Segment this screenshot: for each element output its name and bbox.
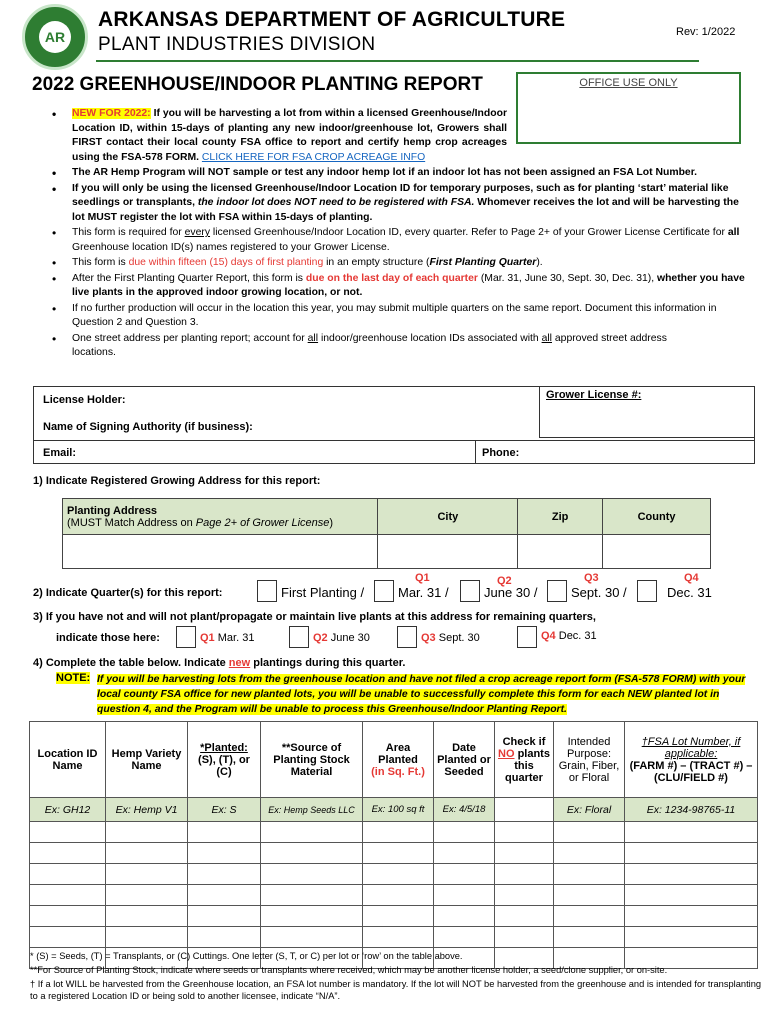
cell[interactable] [554,927,625,948]
col-area [363,722,434,798]
address-input[interactable] [63,535,378,569]
table-row [63,535,711,569]
cell[interactable] [106,927,188,948]
cell[interactable] [106,822,188,843]
list-item [52,272,752,301]
logo-text: AR [39,21,71,53]
address-header [63,499,378,535]
col-check-text: plants this quarter [505,747,550,784]
col-fsa-sub: (FARM #) – (TRACT #) – (CLU/FIELD #) [629,759,753,784]
city-header: City [378,499,518,535]
list-item [52,182,752,226]
cell[interactable] [554,885,625,906]
bullet-text: If you will only be using the licensed Greenhouse/Indoor Location ID for temporary purposes, such as for planting ‘start’ material like seedlings or transplants, [72,182,729,208]
signing-authority-field[interactable] [290,417,535,437]
bullet-text: After the First Planting Quarter Report, this form is [72,272,306,284]
q3-date: Sept. 30 [438,632,480,644]
q1-date: Mar. 31 [217,632,255,644]
q2-checkbox[interactable] [460,580,480,602]
email-label: Email: [43,447,77,459]
bullet-text: licensed Greenhouse/Indoor Location ID, every quarter. Refer to Page 2+ of your Grower License Certificate for [210,227,728,238]
list-item [52,256,752,271]
cell[interactable] [434,843,495,864]
question-3-sublabel-text: indicate those here: [56,632,160,644]
field-divider [475,440,476,464]
table-row [63,499,711,535]
revision-date: Rev: 1/2022 [676,26,736,38]
q3-date-text: Sept. 30 [571,585,620,600]
cell[interactable] [261,906,363,927]
cell[interactable] [434,927,495,948]
q4-text: plantings during this quarter. [250,657,406,669]
q2-date: June 30 [330,632,370,644]
q3-remain-q3 [421,632,480,644]
cell[interactable] [188,843,261,864]
col-date: Date Planted or Seeded [434,722,495,798]
table-row [30,864,758,885]
agency-logo [22,4,88,70]
list-item [52,332,692,361]
cell[interactable] [625,885,758,906]
cell[interactable] [261,864,363,885]
cell[interactable] [261,927,363,948]
table-row [30,843,758,864]
cell[interactable] [106,906,188,927]
office-use-label: OFFICE USE ONLY [579,77,678,89]
county-input[interactable] [603,535,711,569]
cell[interactable] [188,885,261,906]
q3-date: Sept. 30 / [571,585,627,600]
first-planting-text: First Planting [281,585,357,600]
no-plants-checkbox[interactable] [495,822,554,843]
q4-date: Dec. 31 [558,630,597,642]
zip-input[interactable] [518,535,603,569]
bullet-emph: all [307,332,319,344]
signing-authority-label: Name of Signing Authority (if business): [43,421,253,433]
grower-license-label: Grower License #: [546,389,642,401]
q3-label: Q3 [421,632,436,644]
bullet-emph: every [184,227,211,238]
no-plants-checkbox[interactable] [495,885,554,906]
q3-label: Q3 [584,572,599,584]
q3-remain-q4-checkbox[interactable] [517,626,537,648]
cell[interactable] [554,843,625,864]
division-name: PLANT INDUSTRIES DIVISION [98,34,376,55]
bullet-text: This form is [72,257,129,268]
cell[interactable] [554,822,625,843]
bullet-text: If no further production will occur in the location this year, you may submit multiple quarters on the same report. Document this information in Question 2 and Question 3. [72,302,717,328]
cell[interactable] [363,927,434,948]
first-planting-label: First Planting / [281,585,365,600]
no-plants-checkbox[interactable] [495,906,554,927]
q1-date: Mar. 31 / [398,585,449,600]
field-divider [33,440,755,441]
footnote-source: **For Source of Planting Stock, indicate where seeds or transplants where received, which may be another license holder, a seed/clone supplier, or on-site. [30,965,668,975]
note-label [56,672,90,684]
bullet-text: Greenhouse location ID(s) names registered to your Grower License. [72,241,390,253]
list-item [52,302,752,331]
table-row [30,927,758,948]
q2-date-text: June 30 [484,585,531,600]
note-text [97,672,747,717]
cell[interactable] [188,906,261,927]
example-check [495,798,554,822]
note-text-content: If you will be harvesting lots from the greenhouse location and have not filed a crop acreage report form (FSA-578 FORM) with your local county FSA office for new planted lots, you will be unable to successfully complete this form for each NEW planted lot in question 4, and the Program will be unable to process this Greenhouse/Indoor Planting Report. [97,674,746,715]
table-row [30,885,758,906]
note-label-text: NOTE: [56,672,91,684]
cell[interactable] [625,843,758,864]
example-source: Ex: Hemp Seeds LLC [261,798,363,822]
address-header-title: Planting Address [67,504,158,517]
cell[interactable] [30,885,106,906]
no-plants-checkbox[interactable] [495,843,554,864]
example-fsa: Ex: 1234-98765-11 [625,798,758,822]
cell[interactable] [30,843,106,864]
bullet-text: The AR Hemp Program will NOT sample or test any indoor hemp lot if an indoor lot has not been assigned an FSA Lot Number. [72,167,698,178]
cell[interactable] [188,927,261,948]
bullet-text: in an empty structure ( [323,257,430,268]
bullet-emph: due on the last day of each quarter [305,272,478,284]
col-location: Location ID Name [30,722,106,798]
bullet-text: If you will be harvesting a lot from within a licensed Greenhouse/Indoor Location ID, within 15-days of planting any new indoor/greenhouse lot, Growers shall FIRST contact their local county FSA office to report and certify hemp crop acreages using the FSA-578 FORM. [72,108,507,163]
cell[interactable] [30,864,106,885]
cell[interactable] [188,822,261,843]
first-planting-checkbox[interactable] [257,580,277,602]
footnote-fsa: † If a lot WILL be harvested from the Greenhouse location, an FSA lot number is mandatory. If the lot will NOT be harvested from the greenhouse and is intended for transplanting to a registered Location ID or being sold to another licensee, indicate “N/A”. [30,979,762,1001]
license-holder-field[interactable] [180,390,535,410]
col-fsa-title: †FSA Lot Number, if applicable: [641,735,741,760]
q1-label: Q1 [415,572,430,584]
bullet-text: Whomever receives the lot and will be harvesting the lot MUST register the lot with FSA within 15-days of planting. [72,197,739,223]
license-holder-label: License Holder: [43,394,126,406]
phone-label: Phone: [482,447,520,459]
col-check-text: Check if [502,735,546,748]
col-area-title: Area Planted [378,741,418,766]
list-item [52,107,507,165]
bullet-text: ). [536,257,543,268]
address-note: Page 2+ of Grower License [195,516,330,529]
instructions-list [52,107,752,362]
bullet-text: (Mar. 31, June 30, Sept. 30, Dec. 31), [477,272,657,284]
bullet-text: approved street address locations. [72,332,667,358]
q2-label: Q2 [497,575,512,587]
example-planted: Ex: S [188,798,261,822]
phone-field[interactable] [530,443,750,463]
question-3-label: 3) If you have not and will not plant/propagate or maintain live plants at this address for remaining quarters, [33,611,596,623]
table-row [30,822,758,843]
cell[interactable] [261,885,363,906]
cell[interactable] [363,906,434,927]
bullet-text: One street address per planting report; account for [72,332,308,344]
question-2-label: 2) Indicate Quarter(s) for this report: [33,587,223,599]
q3-remain-q1-checkbox[interactable] [176,626,196,648]
cell[interactable] [261,822,363,843]
q4-label: Q4 [684,572,699,584]
cell[interactable] [554,864,625,885]
bullet-emph: all [727,227,740,238]
q1-date-text: Mar. 31 [398,585,442,600]
page-title: 2022 GREENHOUSE/INDOOR PLANTING REPORT [32,74,483,95]
cell[interactable] [625,927,758,948]
col-planted-title: *Planted: [200,741,248,754]
example-area: Ex: 100 sq ft [363,798,434,822]
cell[interactable] [30,822,106,843]
zip-header: Zip [518,499,603,535]
cell[interactable] [261,843,363,864]
address-note: (MUST Match Address on [67,516,196,529]
q4-label: Q4 [541,630,556,642]
grower-license-field[interactable] [546,406,746,434]
header-divider [96,60,699,62]
bullet-emph: all [541,332,552,344]
cell[interactable] [625,906,758,927]
address-note: ) [329,516,334,529]
cell[interactable] [363,822,434,843]
email-field[interactable] [90,443,470,463]
question-1-label: 1) Indicate Registered Growing Address for this report: [33,475,321,487]
cell[interactable] [30,906,106,927]
question-3-sublabel [56,632,160,644]
cell[interactable] [188,864,261,885]
list-item [52,226,752,255]
col-planted [188,722,261,798]
q4-text: 4) Complete the table below. Indicate [33,657,229,669]
bullet-text: indoor/greenhouse location IDs associated with [318,332,542,344]
cell[interactable] [625,822,758,843]
address-table [62,498,711,569]
list-item [52,166,752,181]
plantings-table [29,721,758,969]
cell[interactable] [434,885,495,906]
col-source: **Source of Planting Stock Material [261,722,363,798]
fsa-info-link[interactable]: CLICK HERE FOR FSA CROP ACREAGE INFO [201,151,426,163]
example-location: Ex: GH12 [30,798,106,822]
footnote-planted: * (S) = Seeds, (T) = Transplants, or (C) Cuttings. One letter (S, T, or C) per lot or ‘row’ on the table above. [30,951,463,961]
col-planted-sub: (S), (T), or (C) [198,753,250,778]
cell[interactable] [434,906,495,927]
q4-checkbox[interactable] [637,580,657,602]
cell[interactable] [554,906,625,927]
cell[interactable] [106,885,188,906]
cell[interactable] [363,843,434,864]
col-fsa [625,722,758,798]
bullet-emph: whether you have live plants in the approved indoor growing location, or not. [72,272,745,298]
cell[interactable] [434,822,495,843]
example-row [30,798,758,822]
county-header: County [603,499,711,535]
q3-remain-q3-checkbox[interactable] [397,626,417,648]
bullet-text: This form is required for [72,227,185,238]
col-area-sub: (in Sq. Ft.) [371,765,425,778]
agency-name: ARKANSAS DEPARTMENT OF AGRICULTURE [98,8,566,31]
q4-date: Dec. 31 [667,585,712,600]
bullet-emph: First Planting Quarter [429,257,537,268]
q1-label: Q1 [200,632,215,644]
cell[interactable] [625,864,758,885]
cell[interactable] [30,927,106,948]
q3-remain-q2 [313,632,370,644]
col-purpose: Intended Purpose: Grain, Fiber, or Floral [554,722,625,798]
q3-remain-q1 [200,632,254,644]
q3-remain-q4 [541,630,597,642]
col-check [495,722,554,798]
question-4-label [33,657,405,669]
city-input[interactable] [378,535,518,569]
q3-checkbox[interactable] [547,580,567,602]
cell[interactable] [106,843,188,864]
cell[interactable] [363,885,434,906]
q3-remain-q2-checkbox[interactable] [289,626,309,648]
col-check-no: NO [498,747,515,760]
cell[interactable] [434,864,495,885]
bullet-emph: due within fifteen (15) days of first planting [128,257,324,268]
bullet-emph: the indoor lot does NOT need to be registered with FSA. [197,197,475,208]
cell[interactable] [106,864,188,885]
example-purpose: Ex: Floral [554,798,625,822]
cell[interactable] [363,864,434,885]
table-row [30,906,758,927]
no-plants-checkbox[interactable] [495,927,554,948]
col-variety: Hemp Variety Name [106,722,188,798]
q1-checkbox[interactable] [374,580,394,602]
table-header-row [30,722,758,798]
q2-label: Q2 [313,632,328,644]
q2-date: June 30 / [484,585,538,600]
no-plants-checkbox[interactable] [495,864,554,885]
example-date: Ex: 4/5/18 [434,798,495,822]
new-badge: NEW FOR 2022: [72,108,151,119]
q4-new: new [228,657,251,669]
example-variety: Ex: Hemp V1 [106,798,188,822]
